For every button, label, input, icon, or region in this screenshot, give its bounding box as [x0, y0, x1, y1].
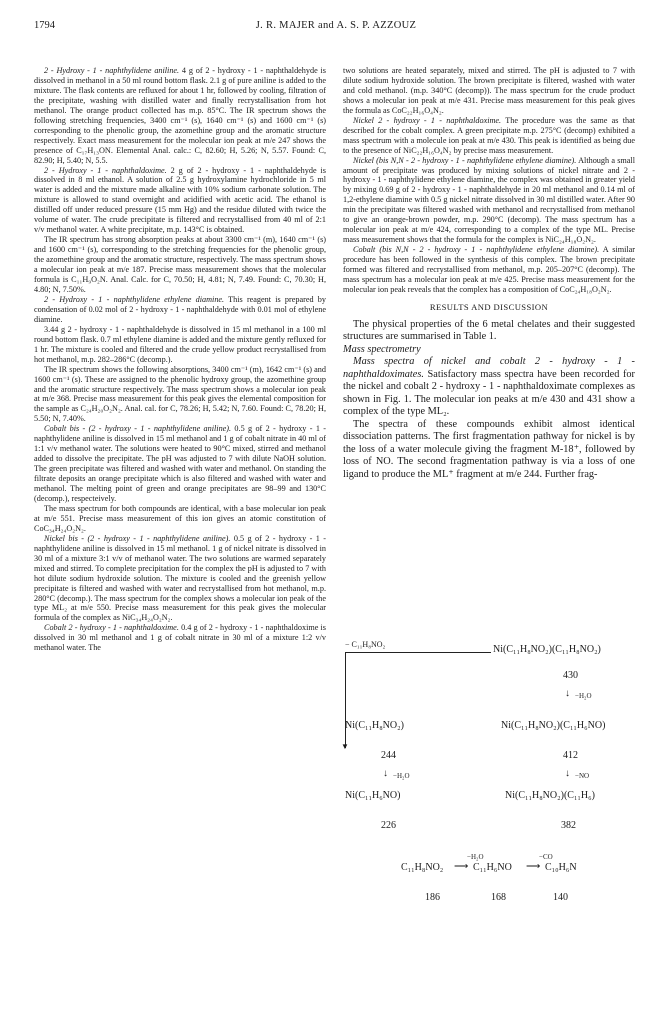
left-paragraph-text: 0.4 g of 2 - hydroxy - 1 - naphthaldoxime is dissolved in 30 ml methanol and 1 g of cobalt nitrate in 30 ml of a mixture 1:2 v/v methanol water. The	[34, 623, 326, 653]
left-paragraph	[34, 424, 326, 504]
right-column	[343, 66, 635, 481]
mass-paragraph-1-lead: Mass spectra of nickel and cobalt 2 - hydroxy - 1 - naphthaldoximates.	[343, 356, 635, 380]
scheme-mass-c: 226	[381, 820, 396, 831]
scheme-arrow-2: ↓	[383, 768, 388, 779]
scheme-chain-arrow-1: ⟶	[454, 861, 469, 872]
results-heading: RESULTS AND DISCUSSION	[429, 301, 549, 312]
scheme-mass-g: 140	[553, 892, 568, 903]
scheme-arrow-3: ↓	[565, 768, 570, 779]
scheme-chain-2: C₁₁H₆NO	[473, 862, 512, 873]
left-paragraph	[34, 365, 326, 425]
left-paragraph	[34, 623, 326, 653]
left-paragraph-text: The IR spectrum has strong absorption peaks at about 3300 cm⁻¹ (m), 1640 cm⁻¹ (s) and 1600 cm⁻¹ (s), corresponding to the stretching frequencies for the phenolic group, the azomethine group and the aromatic structure, respectively. The mass spectrum shows a molecular ion peak at m/e 187. Precise mass measurement shows that the molecular formula is C₁₁H₉O₂N. Anal. Calc. for C, 70.50; H, 4.81; N, 7.49. Found: C, 70.30; H, 4.80; N, 7.50%.	[34, 235, 326, 294]
right-paragraph-text: two solutions are heated separately, mixed and stirred. The pH is adjusted to 7 with dilute sodium hydroxide solution. The brown precipitate is filtered, washed with water and cold methanol. (m.p. 340°C (decomp)). The mass spectrum for the crude product shows a molecular ion peak at m/e 431. Precise mass measurement for this peak gives the formula as CoC₂₂H₁₆O₄N₂.	[343, 66, 635, 115]
scheme-chain-3: C₁₀H₆N	[545, 862, 577, 873]
scheme-frag-d: Ni(C₁₁H₈NO₂)(C₁₁H₆)	[505, 790, 595, 801]
scheme-mass-a: 244	[381, 750, 396, 761]
scheme-chain-loss-2: −CO	[539, 853, 553, 861]
scheme-left-vertical	[345, 652, 346, 748]
scheme-loss-h2o-b: −H₂O	[393, 772, 410, 780]
left-paragraph-text: 2 g of 2 - hydroxy - 1 - naphthaldehyde is dissolved in 8 ml ethanol. A solution of 2.5 g hydroxylamine hydrochloride in 5 ml water is added and the mixture made alkaline with 10% sodium carbonate solution. The mixture is allowed to stand overnight and acidified with acetic acid. The ethanol is distilled off under reduced pressure (15 mm Hg) and the residue diluted with twice the volume of water. The crude precipitate is filtered and recrystallised from 40 ml of 2:1 v/v methanol water. A white precipitate, m.p. 143°C is obtained.	[34, 165, 326, 235]
left-paragraph-text: 3.44 g 2 - hydroxy - 1 - naphthaldehyde is dissolved in 15 ml methanol in a 100 ml round bottom flask. 0.7 ml ethylene diamine is added and the mixture gently refluxed for 1 hr. The mixture is cooled and filtered and the crude yellow product recrystallised from hot methanol, m.p. 282–286°C (decomp.).	[34, 324, 326, 364]
left-paragraph	[34, 534, 326, 624]
left-paragraph-lead: Nickel bis - (2 - hydroxy - 1 - naphthylidene aniline).	[44, 533, 231, 543]
scheme-chain-arrow-2: ⟶	[526, 861, 541, 872]
right-paragraph	[343, 66, 635, 116]
scheme-chain-loss-1: −H₂O	[467, 853, 484, 861]
left-paragraph-text: 0.5 g of 2 - hydroxy - 1 - naphthylidene aniline is dissolved in 15 ml methanol and 1 g of cobalt nitrate in 40 ml of 1:1 v/v methanol water. The solutions were heated to 90°C mixed, stirred and methanol added to dissolve the precipitate. The pH was adjusted to 7 with dilute NaOH solution. The green precipitate was filtered and washed with water and methanol. On standing the filtrate deposits an orange precipitate which is also filtered and washed with water and methanol. The melting point of green and orange precipitates are 98–99 and 130°C (decomp.), respecteively.	[34, 424, 326, 503]
right-paragraph	[343, 156, 635, 246]
scheme-loss-no: −NO	[575, 772, 590, 780]
scheme-mass-d: 382	[561, 820, 576, 831]
page-number: 1794	[34, 20, 55, 31]
mass-paragraph-1	[343, 356, 635, 419]
right-paragraph-lead: Cobalt (bis N,N - 2 - hydroxy - 1 - naphthylidene ethylene diamine).	[353, 245, 600, 255]
right-paragraph-text: Although a small amount of precipitate was produced by mixing solutions of nickel nitrate and 2 - hydroxy - 1 - naphthylidene ethylene diamine, the complex was obtained in greater yield by mixing 0.69 g of 2 - hydroxy - 1 - naphthaldehyde in 20 ml methanol and 0.14 ml of 1,2-ethylene diamine with 0.5 g nickel nitrate dissolved in 30 ml distilled water. After 90 min the precipitate was filtered washed with methanol and recrystallised from methanol to give an orange-brown powder, m.p. 290°C (decomp). The mass spectrum has a molecular ion peak at m/e 424, corresponding to a complex of the type ML. Precise mass measurement shows that the formula for the complex is NiC₂₄H₁₈O₂N₂.	[343, 155, 635, 245]
scheme-frag-a: Ni(C₁₁H₈NO₂)	[345, 720, 404, 731]
left-paragraph-text: 0.5 g of 2 - hydroxy - 1 - naphthylidene aniline is dissolved in 15 ml methanol. 1 g of nickel nitrate is dissolved in 30 ml of a mixture 3:1 v/v of methanol water. The two solutions are warmed separately mixed and stirred. To complete precipitation for the complex the pH is adjusted to 7 with hot dilute sodium hydroxide solution. The mixture is cooled and the greenish yellow precipitate is filtered and washed with water and recrystallised from hot methanol, m.p. 280°C (decomp.). The mass spectrum for the complex shows a molecular ion peak of the type ML₂ at m/e 550. Precise mass measurement for this peak gives the molecular formula of the complex as NiC₃₄H₂₄O₂N₂.	[34, 533, 327, 623]
experimental-continued	[343, 66, 635, 295]
scheme-frag-b: Ni(C₁₁H₈NO₂)(C₁₁H₆NO)	[501, 720, 606, 731]
mass-paragraph-1-text: Satisfactory mass spectra have been recorded for the nickel and cobalt 2 - hydroxy - 1 - naphthaldoximate complexes as shown in Fig. 1. The molecular ion peaks at m/e 430 and 431 show a complex of the type ML₂.	[343, 368, 635, 418]
left-column	[34, 66, 326, 653]
scheme-mass-f: 168	[491, 892, 506, 903]
scheme-loss-ligand: − C₁₁H₈NO₂	[345, 640, 386, 649]
left-paragraph-text: The mass spectrum for both compounds are identical, with a base molecular ion peak at m/e 551. Precise mass measurement of this ion gives an atomic constitution of CoC₃₄H₂₄O₂N₂.	[34, 503, 326, 533]
right-paragraph	[343, 116, 635, 156]
left-paragraph-text: The IR spectrum shows the following absorptions, 3400 cm⁻¹ (m), 1642 cm⁻¹ (s) and 1600 cm⁻¹ (s). These are assigned to the phenolic hydroxy group, the azomethine group and the aromatic structure respectively. The mass spectrum shows a molecular ion peak at m/e 368. Precise mass measurement for this peak gives the elemental composition for the sample as C₂₄H₂₀O₂N₂. Anal. cal. for C, 78.26; H, 5.42; N, 7.60. Found: C, 78.20; H, 5.50; N, 7.40%.	[34, 364, 326, 424]
left-paragraph	[34, 295, 326, 325]
running-header	[34, 20, 638, 34]
left-paragraph	[34, 325, 326, 365]
left-paragraph-lead: Cobalt bis - (2 - hydroxy - 1 - naphthylidene aniline).	[44, 424, 232, 434]
left-paragraph-lead: 2 - Hydroxy - 1 - naphthylidene ethylene diamine.	[44, 294, 225, 304]
scheme-top-line	[345, 652, 491, 653]
right-paragraph	[343, 245, 635, 295]
left-paragraph-text: 4 g of 2 - hydroxy - 1 - naphthaldehyde is dissolved in methanol in a 50 ml round bottom flask. 2.1 g of pure aniline is added to the mixture. The flask contents are refluxed for about 1 hr, followed by cooling, filtration of the precipitate, washing with distilled water and finally recrystallisation from hot methanol. The orange product collected has m.p. 85°C. The IR spectrum shows the following stretching frequencies, 3400 cm⁻¹ (s), 1640 cm⁻¹ (s) and 1600 cm⁻¹ (s) corresponding to the phenolic group, the azomethine group and the aromatic structure respectively. Exact mass measurement for the molecular ion peak at m/e 247 shows the presence of C₁₇H₁₃ON. Elemental Anal. calc.: C, 82.60; H, 5.26; N, 5.57. Found: C, 82.90; H, 5.40; N, 5.5.	[34, 66, 326, 165]
mass-spectrometry-heading: Mass spectrometry	[343, 343, 421, 355]
left-paragraph-text: This reagent is prepared by condensation of 0.02 mol of 2 - hydroxy - 1 - naphthaldehyde with 0.01 mol of ethylene diamine.	[34, 294, 326, 324]
scheme-parent: Ni(C₁₁H₈NO₂)(C₁₁H₈NO₂)	[493, 644, 601, 655]
scheme-loss-h2o-a: −H₂O	[575, 692, 592, 700]
mass-paragraph-2: The spectra of these compounds exhibit almost identical dissociation patterns. The first fragmentation pathway for nickel is by the loss of a water molecule giving the fragment M-18⁺, followed by loss of NO. The second fragmentation pathway is via a loss of one ligand to produce the ML⁺ fragment at m/e 244. Further frag-	[343, 418, 635, 480]
left-paragraph	[34, 235, 326, 295]
right-paragraph-lead: Nickel 2 - hydroxy - 1 - naphthaldoxime.	[353, 115, 502, 125]
results-intro: The physical properties of the 6 metal chelates and their suggested structures are summarised in Table 1.	[343, 318, 635, 343]
fragmentation-scheme	[343, 640, 643, 990]
scheme-mass-b: 412	[563, 750, 578, 761]
scheme-chain-1: C₁₁H₈NO₂	[401, 862, 444, 873]
right-paragraph-text: The procedure was the same as that described for the cobalt complex. A green precipitate m.p. 275°C (decomp) exhibited a mass spectrum with a molecule ion peak at m/e 430. This peak is identified as being due to the presence of NiC₂₂H₁₆O₄N₂ by precise mass measurement.	[343, 115, 635, 155]
left-paragraph	[34, 66, 326, 166]
scheme-frag-c: Ni(C₁₁H₆NO)	[345, 790, 401, 801]
left-paragraph-lead: 2 - Hydroxy - 1 - naphthaldoxime.	[44, 165, 167, 175]
left-paragraph-lead: Cobalt 2 - hydroxy - 1 - naphthaldoxime.	[44, 623, 179, 633]
scheme-arrow-down-left: ▼	[341, 742, 349, 751]
left-paragraph-lead: 2 - Hydroxy - 1 - naphthylidene aniline.	[44, 66, 180, 75]
scheme-arrow-1: ↓	[565, 688, 570, 699]
scheme-mass-e: 186	[425, 892, 440, 903]
scheme-parent-mass: 430	[563, 670, 578, 681]
left-paragraph	[34, 504, 326, 534]
author-line: J. R. MAJER and A. S. P. AZZOUZ	[255, 20, 417, 31]
right-paragraph-lead: Nickel (bis N,N - 2 - hydroxy - 1 - naphthylidene ethylene diamine).	[353, 155, 577, 165]
right-paragraph-text: A similar procedure has been followed in the synthesis of this complex. The brown precipitate formed was filtered and recrystallised from methanol, m.p. 205–207°C (decomp). The mass spectrum has a molecular ion peak at m/e 425. Precise mass measurement for the molecular ion peak reveals that the complex has a composition of CoC₂₄H₁₈O₂N₂.	[343, 245, 635, 294]
left-paragraph	[34, 166, 326, 236]
